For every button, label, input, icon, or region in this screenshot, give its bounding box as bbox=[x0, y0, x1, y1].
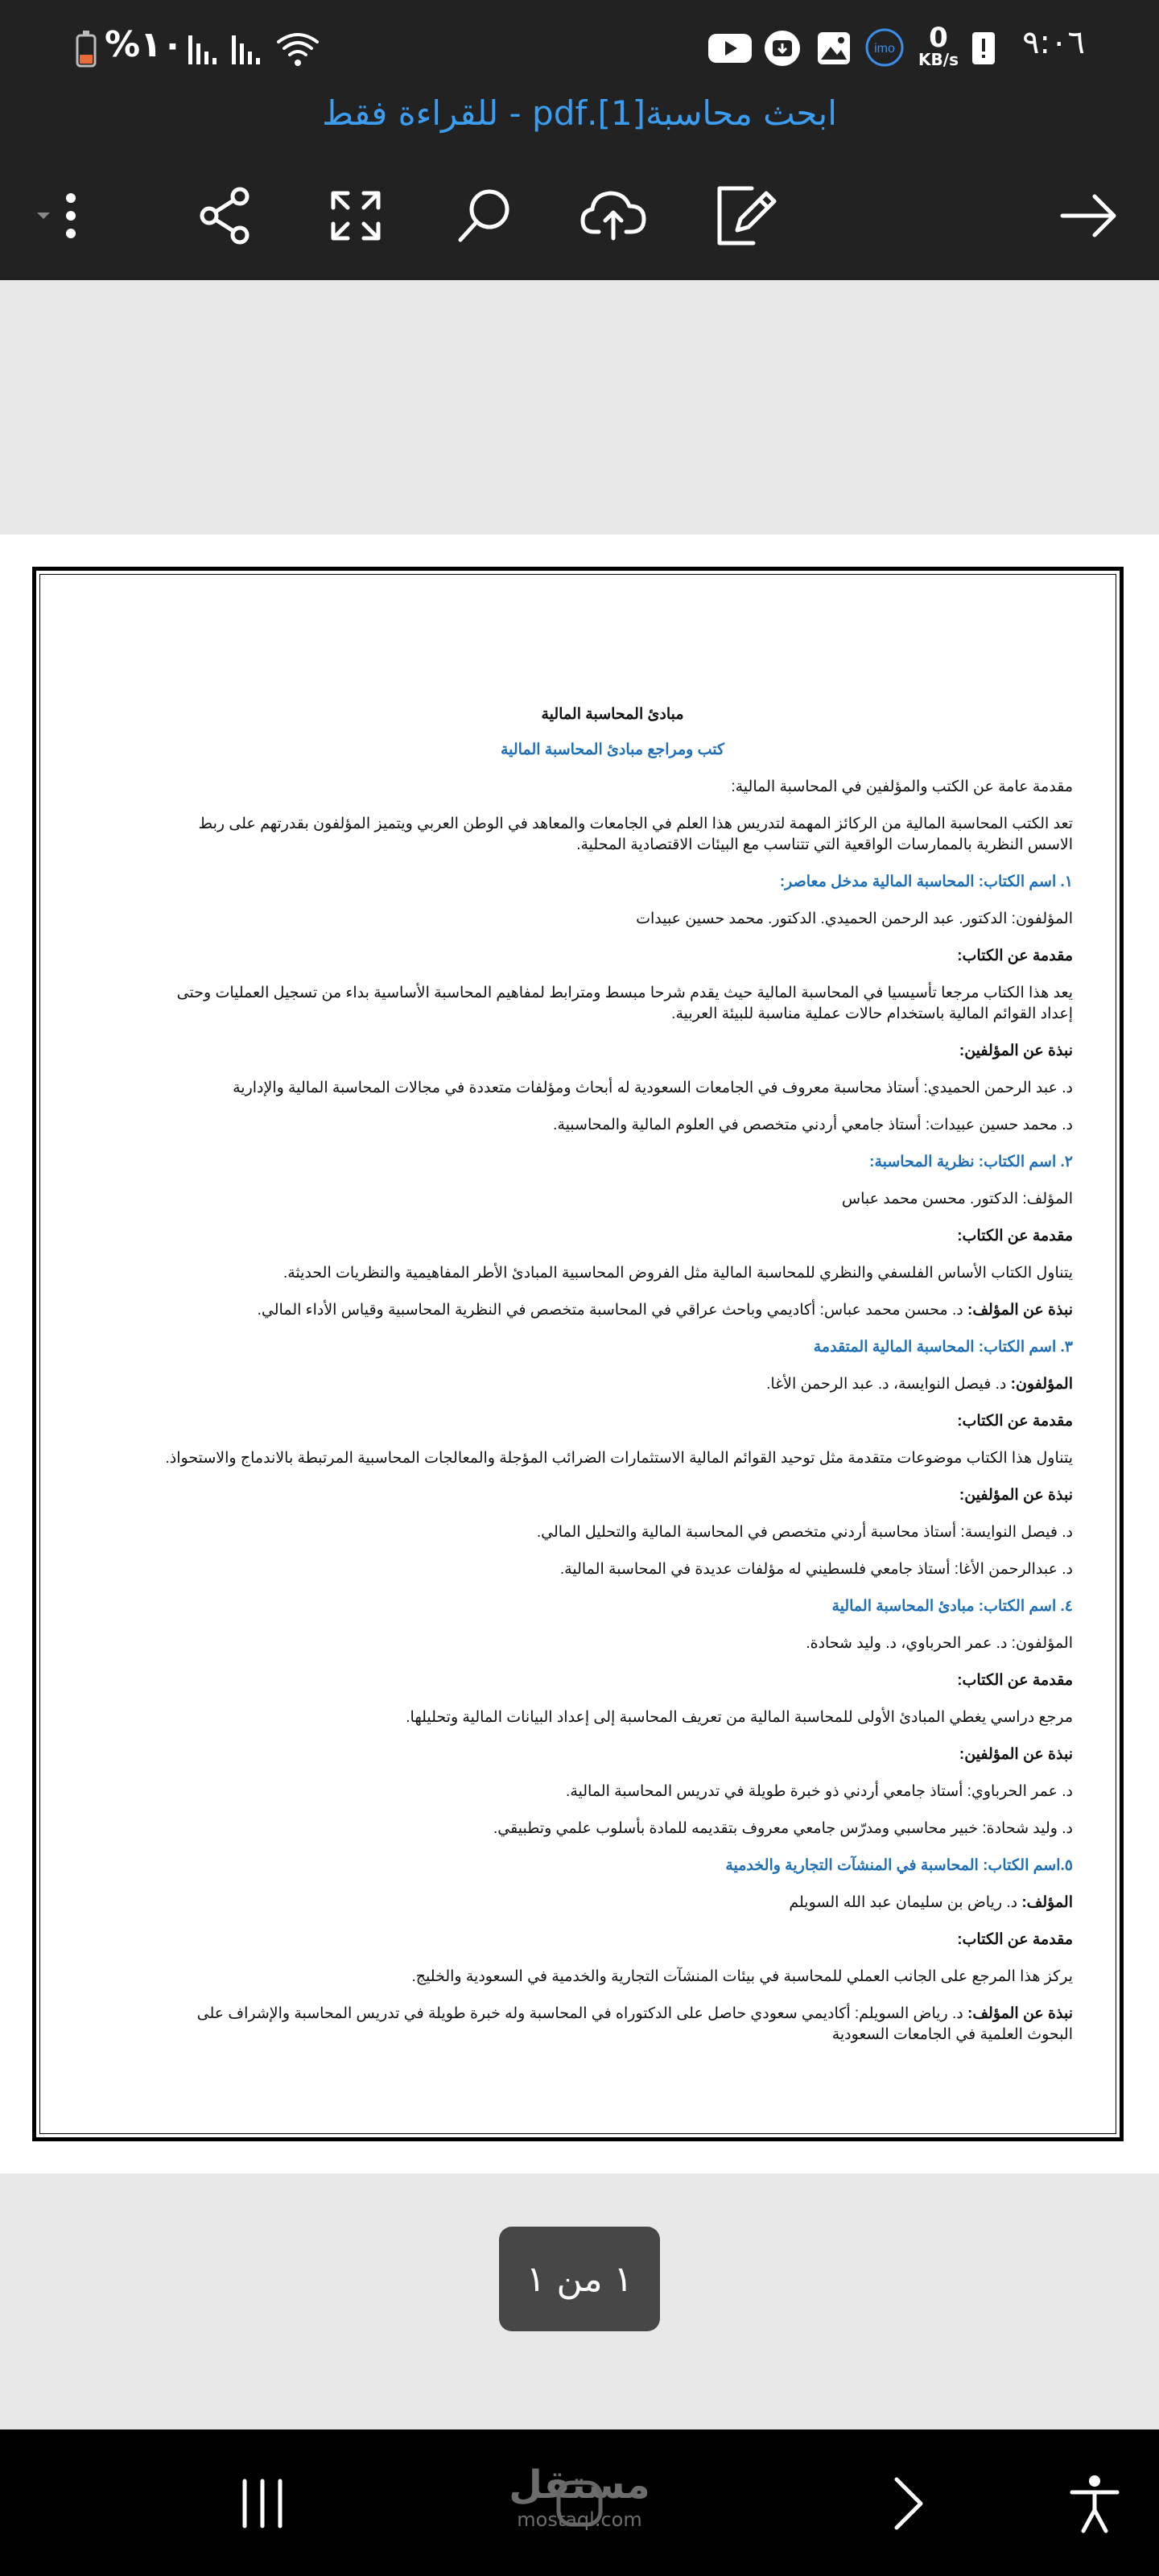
accessibility-button[interactable] bbox=[1062, 2471, 1127, 2536]
book-4-title: ٤. اسم الكتاب: مبادئ المحاسبة المالية bbox=[831, 1598, 1073, 1615]
book-3-bio-1: د. فيصل النوايسة: أستاذ محاسبة أردني متخصص في المحاسبة المالية والتحليل المالي. bbox=[536, 1524, 1073, 1541]
speed-value: 0 bbox=[929, 22, 948, 54]
book-4-bio-2: د. وليد شحادة: خبير محاسبي ومدرّس جامعي معروف بتقديمه للمادة بأسلوب علمي وتطبيقي. bbox=[493, 1820, 1073, 1837]
book-5-title: ٥.اسم الكتاب: المحاسبة في المنشآت التجارية والخدمية bbox=[725, 1857, 1073, 1874]
fullscreen-button[interactable] bbox=[320, 180, 391, 251]
book-2-author: المؤلف: الدكتور. محسن محمد عباس bbox=[841, 1191, 1073, 1208]
battery-icon bbox=[76, 31, 97, 68]
document-title-bar bbox=[0, 93, 1159, 151]
chevron-right-icon bbox=[876, 2471, 940, 2536]
document-title: ابحث محاسبة[1].pdf - للقراءة فقط bbox=[322, 93, 837, 133]
book-1-title: ١. اسم الكتاب: المحاسبة المالية مدخل معاصر: bbox=[779, 873, 1073, 890]
recent-apps-icon bbox=[230, 2471, 295, 2536]
intro-heading: مقدمة عامة عن الكتب والمؤلفين في المحاسبة المالية: bbox=[731, 778, 1073, 795]
author-bio-label: نبذة عن المؤلف: bbox=[967, 1302, 1073, 1319]
share-button[interactable] bbox=[190, 180, 261, 251]
clock: ٩:٠٦ bbox=[1022, 24, 1085, 61]
home-button[interactable] bbox=[547, 2471, 612, 2536]
book-4-authors: المؤلفون: د. عمر الحرباوي، د. وليد شحادة. bbox=[806, 1635, 1073, 1652]
edit-button[interactable] bbox=[710, 180, 781, 251]
back-button[interactable] bbox=[876, 2471, 940, 2536]
canvas-background bbox=[0, 280, 1159, 535]
youtube-icon bbox=[707, 31, 753, 66]
intro-text: تعد الكتب المحاسبة المالية من الركائز المهمة لتدريس هذا العلم في الجامعات والمعاهد في الوطن العربي ويتميز المؤلفون بقدرتهم على ربط الاسس النظرية بالممارسات الواقعية التي تتناسب مع البيئات الاقتصادية المحلية. bbox=[198, 815, 1073, 853]
navigation-bar bbox=[0, 2429, 1159, 2576]
download-app-icon bbox=[763, 29, 802, 68]
author-bio-label: نبذة عن المؤلف: bbox=[967, 2005, 1073, 2022]
book-3-bio-2: د. عبدالرحمن الأغا: أستاذ جامعي فلسطيني له مؤلفات عديدة في المحاسبة المالية. bbox=[559, 1561, 1073, 1578]
toolbar bbox=[0, 151, 1159, 280]
document-main-title: مبادئ المحاسبة المالية bbox=[541, 706, 684, 723]
signal-strength-icon bbox=[187, 32, 227, 68]
gallery-icon bbox=[815, 29, 853, 68]
authors-label: المؤلفون: bbox=[1010, 1376, 1073, 1393]
page-indicator: ١ من ١ bbox=[499, 2227, 660, 2331]
search-button[interactable] bbox=[449, 180, 520, 251]
book-3-intro: يتناول هذا الكتاب موضوعات متقدمة مثل توحيد القوائم المالية الاستثمارات الضرائب المؤجلة والمعالجات المحاسبية المرتبطة بالاندماج والاستحواذ. bbox=[165, 1450, 1073, 1467]
upload-cloud-icon bbox=[580, 184, 647, 248]
edit-icon bbox=[711, 182, 779, 250]
book-intro-label: مقدمة عن الكتاب: bbox=[957, 1931, 1073, 1948]
upload-cloud-button[interactable] bbox=[578, 180, 649, 251]
document-body bbox=[152, 704, 1073, 2062]
forward-button[interactable] bbox=[1053, 180, 1124, 251]
more-menu-button[interactable] bbox=[29, 180, 100, 251]
alert-icon bbox=[967, 29, 1000, 68]
wifi-icon bbox=[274, 29, 322, 69]
watermark-arabic: مستقل bbox=[509, 2462, 650, 2508]
signal-strength-icon bbox=[230, 32, 270, 68]
speed-unit: KB/s bbox=[918, 50, 959, 69]
book-4-bio-1: د. عمر الحرباوي: أستاذ جامعي أردني ذو خبرة طويلة في تدريس المحاسبة المالية. bbox=[566, 1783, 1073, 1800]
svg-text:imo: imo bbox=[874, 42, 895, 56]
book-5-author: د. رياض بن سليمان عبد الله السويلم bbox=[789, 1894, 1018, 1911]
document-subtitle: كتب ومراجع مبادئ المحاسبة المالية bbox=[500, 741, 725, 758]
book-2-bio: د. محسن محمد عباس: أكاديمي وباحث عراقي في المحاسبة متخصص في النظرية المحاسبية وقياس الأداء المالي. bbox=[257, 1302, 963, 1319]
book-3-title: ٣. اسم الكتاب: المحاسبة المالية المتقدمة bbox=[813, 1339, 1073, 1356]
book-5-intro: يركز هذا المرجع على الجانب العملي للمحاسبة في بيئات المنشآت التجارية والخدمية في السعودية والخليج. bbox=[411, 1968, 1073, 1985]
book-1-intro: يعد هذا الكتاب مرجعا تأسيسيا في المحاسبة المالية حيث يقدم شرحا مبسط ومترابط لمفاهيم المحاسبة الأساسية بداء من تسجيل العمليات وحتى إعداد القوائم المالية باستخدام حالات عملية مناسبة للبيئة العربية. bbox=[176, 985, 1073, 1022]
fullscreen-icon bbox=[324, 184, 388, 248]
more-menu-icon bbox=[29, 180, 100, 251]
accessibility-icon bbox=[1062, 2471, 1127, 2536]
book-intro-label: مقدمة عن الكتاب: bbox=[957, 1413, 1073, 1430]
book-3-authors: د. فيصل النوايسة، د. عبد الرحمن الأغا. bbox=[766, 1376, 1007, 1393]
battery-percent: %١٠ bbox=[105, 24, 184, 65]
watermark-latin: mostaql.com bbox=[517, 2508, 642, 2531]
book-intro-label: مقدمة عن الكتاب: bbox=[957, 1672, 1073, 1689]
page-border bbox=[32, 567, 1124, 2141]
book-intro-label: مقدمة عن الكتاب: bbox=[957, 1228, 1073, 1245]
authors-bio-label: نبذة عن المؤلفين: bbox=[959, 1746, 1073, 1763]
forward-arrow-icon bbox=[1056, 184, 1120, 248]
authors-bio-label: نبذة عن المؤلفين: bbox=[959, 1042, 1073, 1059]
book-1-bio-1: د. عبد الرحمن الحميدي: أستاذ محاسبة معروف في الجامعات السعودية له أبحاث ومؤلفات متعددة في مجالات المحاسبة المالية والإدارية bbox=[233, 1080, 1073, 1096]
share-icon bbox=[193, 184, 258, 248]
imo-icon bbox=[864, 27, 905, 68]
pdf-page bbox=[0, 535, 1159, 2174]
author-label: المؤلف: bbox=[1021, 1894, 1073, 1911]
book-5-bio: د. رياض السويلم: أكاديمي سعودي حاصل على الدكتوراه في المحاسبة وله خبرة طويلة في تدريس المحاسبة والإشراف على البحوث العلمية في الجامعات السعودية bbox=[196, 2005, 1073, 2043]
network-speed bbox=[914, 24, 963, 68]
recent-apps-button[interactable] bbox=[230, 2471, 295, 2536]
book-1-authors: المؤلفون: الدكتور. عبد الرحمن الحميدي. الدكتور. محمد حسين عبيدات bbox=[636, 910, 1073, 927]
book-intro-label: مقدمة عن الكتاب: bbox=[957, 947, 1073, 964]
authors-bio-label: نبذة عن المؤلفين: bbox=[959, 1487, 1073, 1504]
book-2-intro: يتناول الكتاب الأساس الفلسفي والنظري للمحاسبة المالية مثل الفروض المحاسبية المبادئ الأطر المفاهيمية والنظريات الحديثة. bbox=[283, 1265, 1073, 1282]
book-1-bio-2: د. محمد حسين عبيدات: أستاذ جامعي أردني متخصص في العلوم المالية والمحاسبية. bbox=[553, 1117, 1073, 1133]
book-4-intro: مرجع دراسي يغطي المبادئ الأولى للمحاسبة المالية من تعريف المحاسبة إلى إعداد البيانات المالية وتحليلها. bbox=[406, 1709, 1073, 1726]
search-icon bbox=[452, 184, 517, 248]
status-bar bbox=[0, 0, 1159, 93]
home-icon bbox=[547, 2471, 612, 2536]
book-2-title: ٢. اسم الكتاب: نظرية المحاسبة: bbox=[869, 1154, 1073, 1170]
